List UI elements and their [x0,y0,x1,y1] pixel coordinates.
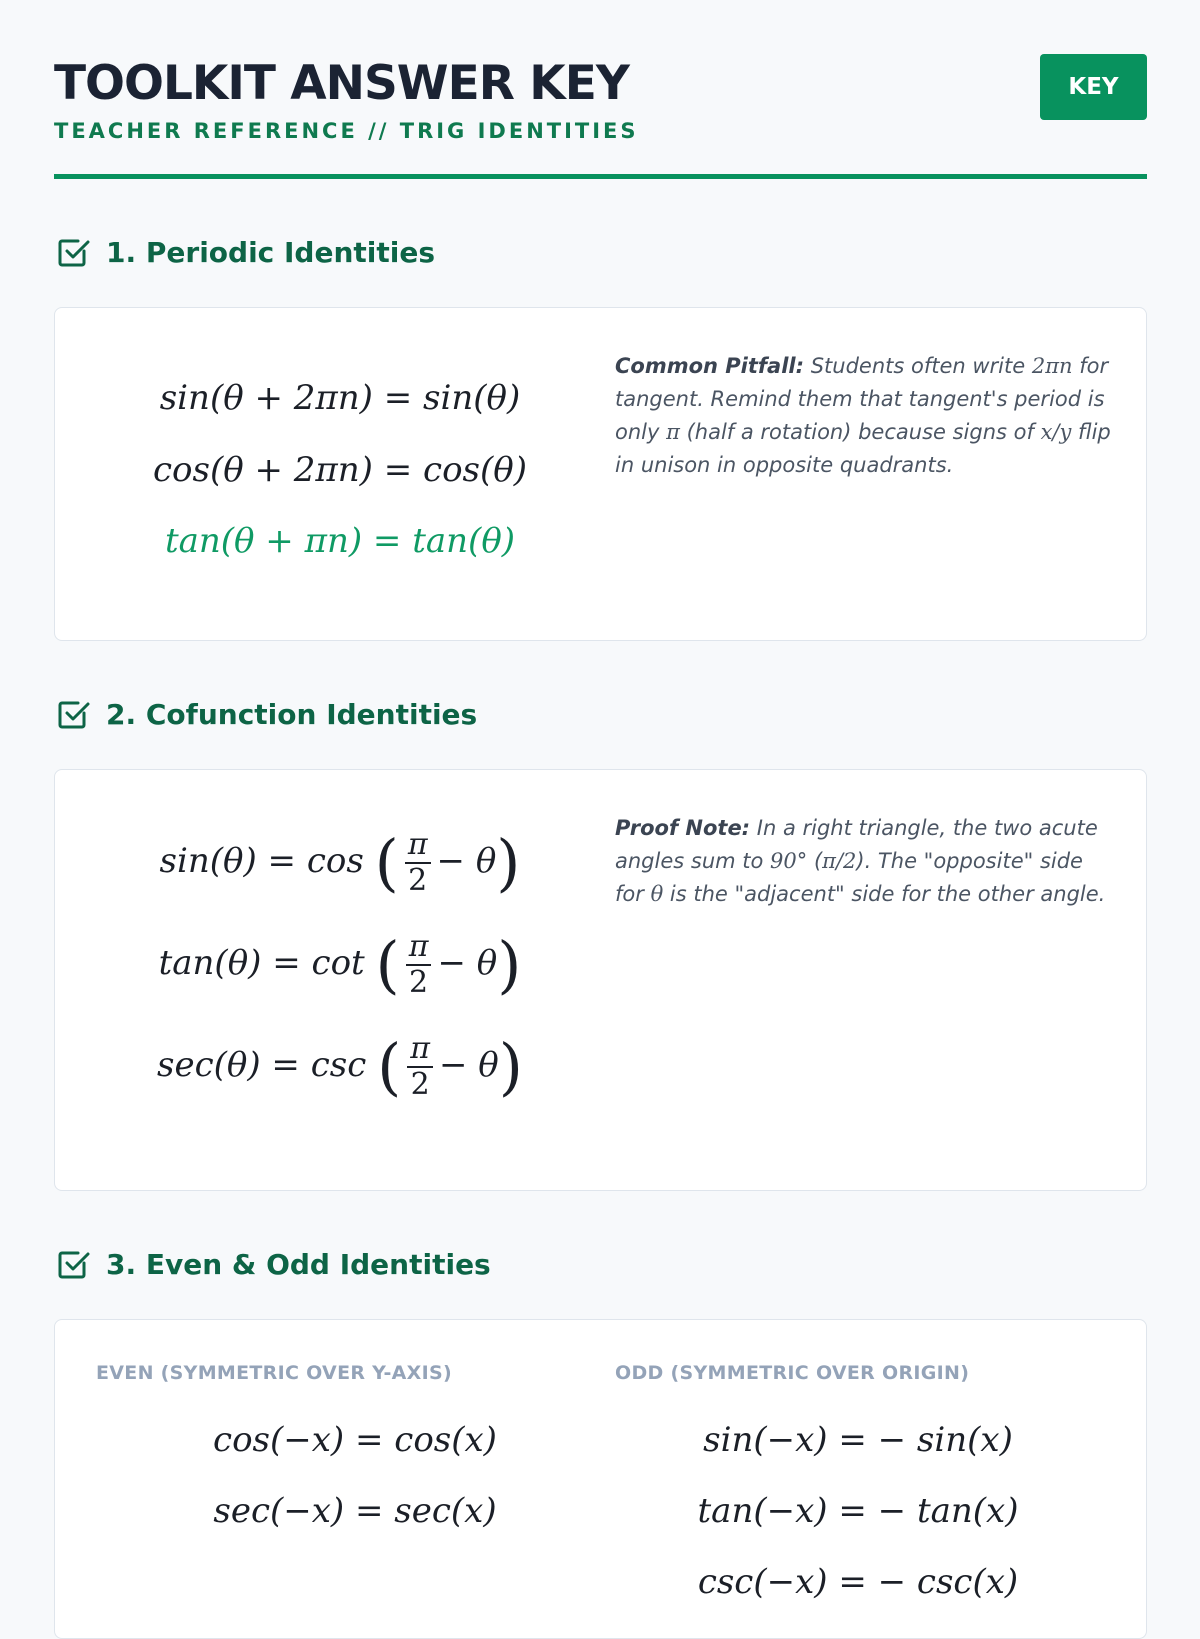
note-text: is the "adjacent" side for the other angle. [663,882,1106,906]
pitfall-note [615,350,1115,482]
section-even-odd-heading [56,1244,491,1284]
equation-tail: − θ [437,943,498,983]
fraction-numerator: π [405,828,431,864]
note-math: 2πn [1031,354,1073,378]
section-title: 3. Even & Odd Identities [106,1247,491,1281]
checkbox-checked-icon [56,234,92,270]
even-equation: sec(−x) = sec(x) [213,1491,497,1531]
page-header [54,54,1147,144]
periodic-card [54,307,1147,641]
odd-equation: sin(−x) = − sin(x) [703,1420,1013,1460]
fraction-numerator: π [407,1032,433,1068]
equation-tail: − θ [439,1045,499,1085]
section-title: 1. Periodic Identities [106,235,436,269]
even-equation: cos(−x) = cos(x) [213,1420,497,1460]
equation-lhs: sec(θ) = csc [157,1045,367,1085]
note-label: Proof Note: [615,816,751,840]
note-math: 90° [770,849,808,873]
note-text: ). The "opposite" side for [615,849,1083,906]
fraction-denominator: 2 [408,863,428,898]
fraction-denominator: 2 [409,965,429,1000]
equation: sin(θ) = cos ( $\frac{\pi}{2}$ − θ) [159,826,521,899]
section-cofunction-heading [56,694,477,734]
note-math: π [666,420,680,444]
note-math: θ [650,882,664,906]
even-column-label: EVEN (SYMMETRIC OVER Y-AXIS) [96,1362,452,1384]
proof-note [615,812,1115,911]
note-text: (half a rotation) because signs of [679,420,1041,444]
equation-lhs: sin(θ) = cos [159,841,364,881]
cofunction-card [54,769,1147,1191]
even-odd-card [54,1319,1147,1639]
note-text: ( [807,849,823,873]
key-button[interactable]: KEY [1040,54,1147,120]
section-periodic-heading [56,232,435,272]
page-subtitle: TEACHER REFERENCE // TRIG IDENTITIES [54,119,639,143]
note-text: flip in unison in opposite quadrants. [615,420,1111,477]
section-title: 2. Cofunction Identities [106,697,478,731]
equation-tail: − θ [436,841,497,881]
equation: sin(θ + 2πn) = sin(θ) [159,378,521,418]
equation: cos(θ + 2πn) = cos(θ) [153,450,527,490]
fraction-denominator: 2 [410,1067,430,1102]
equation: tan(θ) = cot ( $\frac{\pi}{2}$ − θ) [158,928,522,1001]
note-text: In a right triangle, the two acute angles sum to [615,816,1098,873]
note-math: x/y [1040,420,1072,444]
equation-lhs: tan(θ) = cot [158,943,365,983]
header-divider [54,174,1147,179]
note-label: Common Pitfall: [615,354,805,378]
equation: sec(θ) = csc ( $\frac{\pi}{2}$ − θ) [157,1030,523,1103]
note-math: π/2 [822,849,857,873]
fraction-numerator: π [406,930,432,966]
odd-equation: tan(−x) = − tan(x) [697,1491,1019,1531]
note-text: Students often write [804,354,1032,378]
note-text: for tangent. Remind them that tangent's period is only [615,354,1109,444]
odd-equation: csc(−x) = − csc(x) [697,1562,1019,1602]
checkbox-checked-icon [56,696,92,732]
equation-highlighted: tan(θ + πn) = tan(θ) [164,521,516,561]
page-title: TOOLKIT ANSWER KEY [54,56,629,111]
checkbox-checked-icon [56,1246,92,1282]
odd-column-label: ODD (SYMMETRIC OVER ORIGIN) [615,1362,970,1384]
